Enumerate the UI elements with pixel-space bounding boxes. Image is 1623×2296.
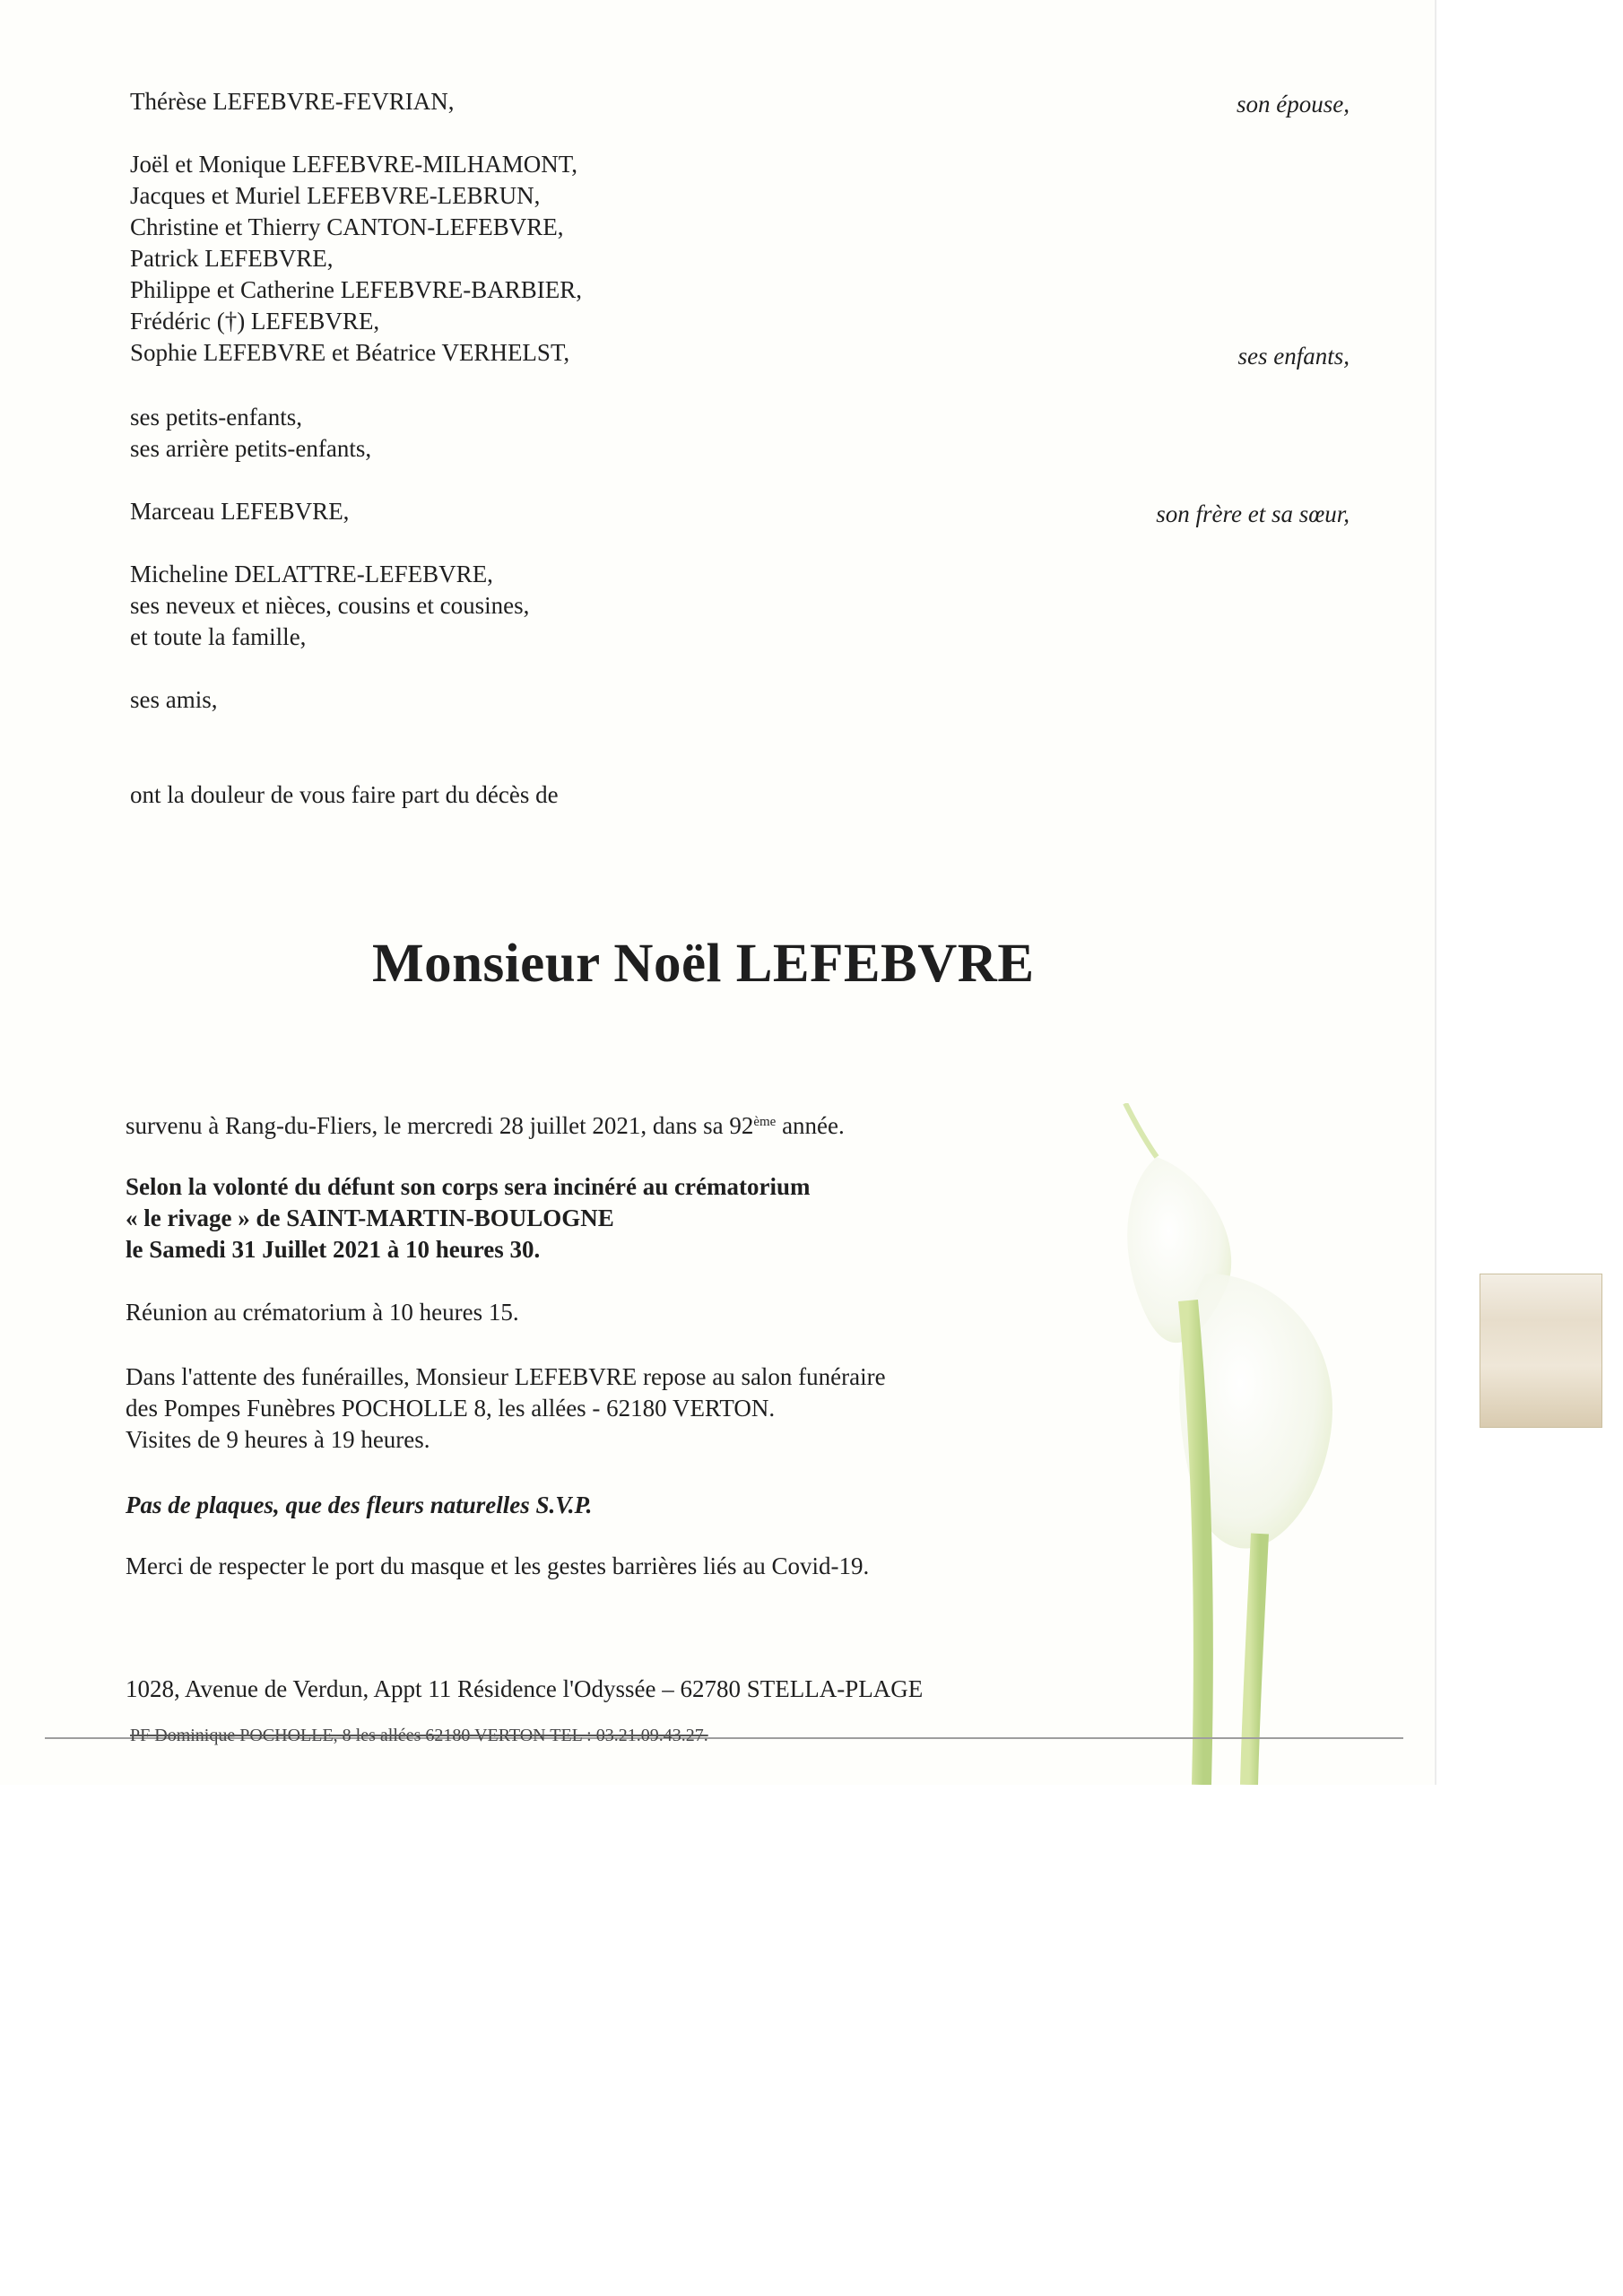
child-line: Philippe et Catherine LEFEBVRE-BARBIER, [130,276,582,303]
address-line: 1028, Avenue de Verdun, Appt 11 Résidence l'Odyssée – 62780 STELLA-PLAGE [126,1675,924,1702]
death-line: survenu à Rang-du-Fliers, le mercredi 28 juillet 2021, dans sa 92ème année. [126,1112,845,1139]
child-line: Joël et Monique LEFEBVRE-MILHAMONT, [130,151,577,178]
funeral-home-footer: PF Dominique POCHOLLE, 8 les allées 62180 VERTON TEL : 03.21.09.43.27. [130,1726,708,1745]
extended-family-line: Micheline DELATTRE-LEFEBVRE, [130,561,493,587]
child-line: Frédéric (†) LEFEBVRE, [130,308,380,335]
children-role: ses enfants, [1237,343,1350,370]
child-line: Sophie LEFEBVRE et Béatrice VERHELST, [130,339,570,366]
friends-line: ses amis, [130,686,218,713]
child-line: Christine et Thierry CANTON-LEFEBVRE, [130,213,564,240]
ceremony-line: le Samedi 31 Juillet 2021 à 10 heures 30. [126,1236,541,1263]
flowers-note: Pas de plaques, que des fleurs naturelles S.V.P. [126,1492,593,1518]
reunion-line: Réunion au crématorium à 10 heures 15. [126,1299,519,1326]
wife-role: son épouse, [1237,91,1350,117]
extended-family-line: ses neveux et nièces, cousins et cousines, [130,592,530,619]
child-line: Jacques et Muriel LEFEBVRE-LEBRUN, [130,182,541,209]
visitation-line: des Pompes Funèbres POCHOLLE 8, les allées - 62180 VERTON. [126,1395,776,1422]
covid-note: Merci de respecter le port du masque et les gestes barrières liés au Covid-19. [126,1552,870,1579]
wife-name: Thérèse LEFEBVRE-FEVRIAN, [130,88,455,115]
sibling-role: son frère et sa sœur, [1156,500,1350,527]
grandchildren-line: ses petits-enfants, [130,404,302,430]
extended-family-line: et toute la famille, [130,623,307,650]
ceremony-line: Selon la volonté du défunt son corps sera incinéré au crématorium [126,1173,811,1200]
ceremony-line: « le rivage » de SAINT-MARTIN-BOULOGNE [126,1205,614,1231]
child-line: Patrick LEFEBVRE, [130,245,334,272]
announcement: ont la douleur de vous faire part du décès de [130,781,559,808]
sibling-name: Marceau LEFEBVRE, [130,498,350,525]
deceased-name: Monsieur Noël LEFEBVRE [372,934,1035,994]
visitation-line: Visites de 9 heures à 19 heures. [126,1426,430,1453]
grandchildren-line: ses arrière petits-enfants, [130,435,372,462]
paper-scrap [1480,1274,1602,1428]
visitation-line: Dans l'attente des funérailles, Monsieur LEFEBVRE repose au salon funéraire [126,1363,886,1390]
calla-lily-illustration [1072,1103,1439,1785]
